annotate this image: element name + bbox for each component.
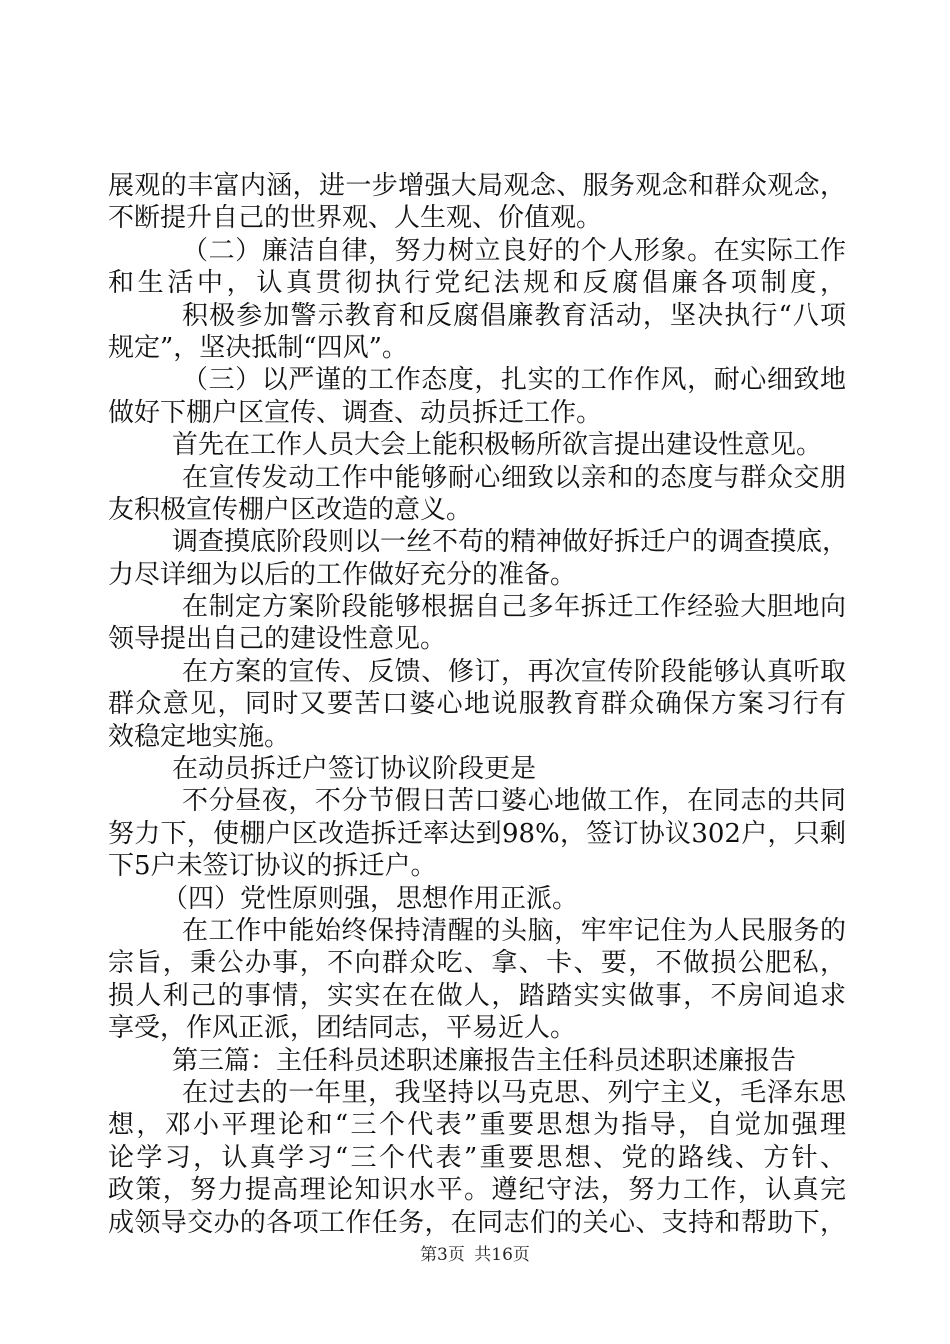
text-line: 在过去的一年里，我坚持以马克思、列宁主义，毛泽东思	[182, 1077, 846, 1108]
text-line: 展观的丰富内涵，进一步增强大局观念、服务观念和群众观念，	[108, 171, 846, 201]
text-line: 宗旨，秉公办事，不向群众吃、拿、卡、要，不做损公肥私，	[108, 948, 846, 979]
document-body	[108, 170, 849, 1239]
text-line: 和生活中，认真贯彻执行党纪法规和反腐倡廉各项制度，	[108, 268, 846, 299]
text-line: 在动员拆迁户签订协议阶段更是	[172, 754, 537, 785]
page-number: 第3页	[420, 1245, 465, 1265]
text-line: 下5户未签订协议的拆迁户。	[108, 851, 437, 882]
text-line: 想，邓小平理论和“三个代表”重要思想为指导，自觉加强理	[108, 1110, 846, 1141]
text-line: 享受，作风正派，团结同志，平易近人。	[108, 1013, 577, 1044]
page-footer	[0, 1240, 950, 1265]
text-line: 领导提出自己的建设性意见。	[108, 624, 447, 655]
text-line: 不断提升自己的世界观、人生观、价值观。	[108, 203, 603, 234]
section-heading: 第三篇：主任科员述职述廉报告主任科员述职述廉报告	[172, 1045, 797, 1076]
text-line: （二）廉洁自律，努力树立良好的个人形象。在实际工作	[182, 235, 846, 266]
text-line: 在工作中能始终保持清醒的头脑，牢牢记住为人民服务的	[182, 915, 846, 946]
text-line: （四）党性原则强，思想作用正派。	[162, 883, 579, 914]
text-line: 友积极宣传棚户区改造的意义。	[108, 494, 473, 525]
text-line: 努力下，使棚户区改造拆迁率达到98%，签订协议302户，只剩	[108, 818, 846, 849]
text-line: 在宣传发动工作中能够耐心细致以亲和的态度与群众交朋	[182, 462, 846, 493]
text-line: （三）以严谨的工作态度，扎实的工作作风，耐心细致地	[182, 365, 846, 396]
text-line: 调查摸底阶段则以一丝不苟的精神做好拆迁户的调查摸底，	[172, 527, 849, 558]
text-line: 论学习，认真学习“三个代表”重要思想、党的路线、方针、	[108, 1142, 846, 1173]
text-line: 做好下棚户区宣传、调查、动员拆迁工作。	[108, 397, 603, 428]
text-line: 损人利己的事情，实实在在做人，踏踏实实做事，不房间追求	[108, 980, 846, 1011]
text-line: 群众意见，同时又要苦口婆心地说服教育群众确保方案习行有	[108, 689, 846, 720]
text-line: 效稳定地实施。	[108, 721, 291, 752]
text-line: 成领导交办的各项工作任务，在同志们的关心、支持和帮助下，	[108, 1207, 846, 1238]
text-line: 力尽详细为以后的工作做好充分的准备。	[108, 559, 577, 590]
text-line: 在方案的宣传、反馈、修订，再次宣传阶段能够认真听取	[182, 656, 846, 687]
text-line: 在制定方案阶段能够根据自己多年拆迁工作经验大胆地向	[182, 592, 846, 623]
text-line: 首先在工作人员大会上能积极畅所欲言提出建设性意见。	[172, 430, 823, 461]
text-line: 规定”，坚决抵制“四风”。	[108, 332, 408, 363]
text-line: 积极参加警示教育和反腐倡廉教育活动，坚决执行“八项	[182, 300, 846, 331]
page-total: 共16页	[474, 1245, 530, 1265]
text-line: 不分昼夜，不分节假日苦口婆心地做工作，在同志的共同	[182, 786, 846, 817]
text-line: 政策，努力提高理论知识水平。遵纪守法，努力工作，认真完	[108, 1175, 846, 1206]
